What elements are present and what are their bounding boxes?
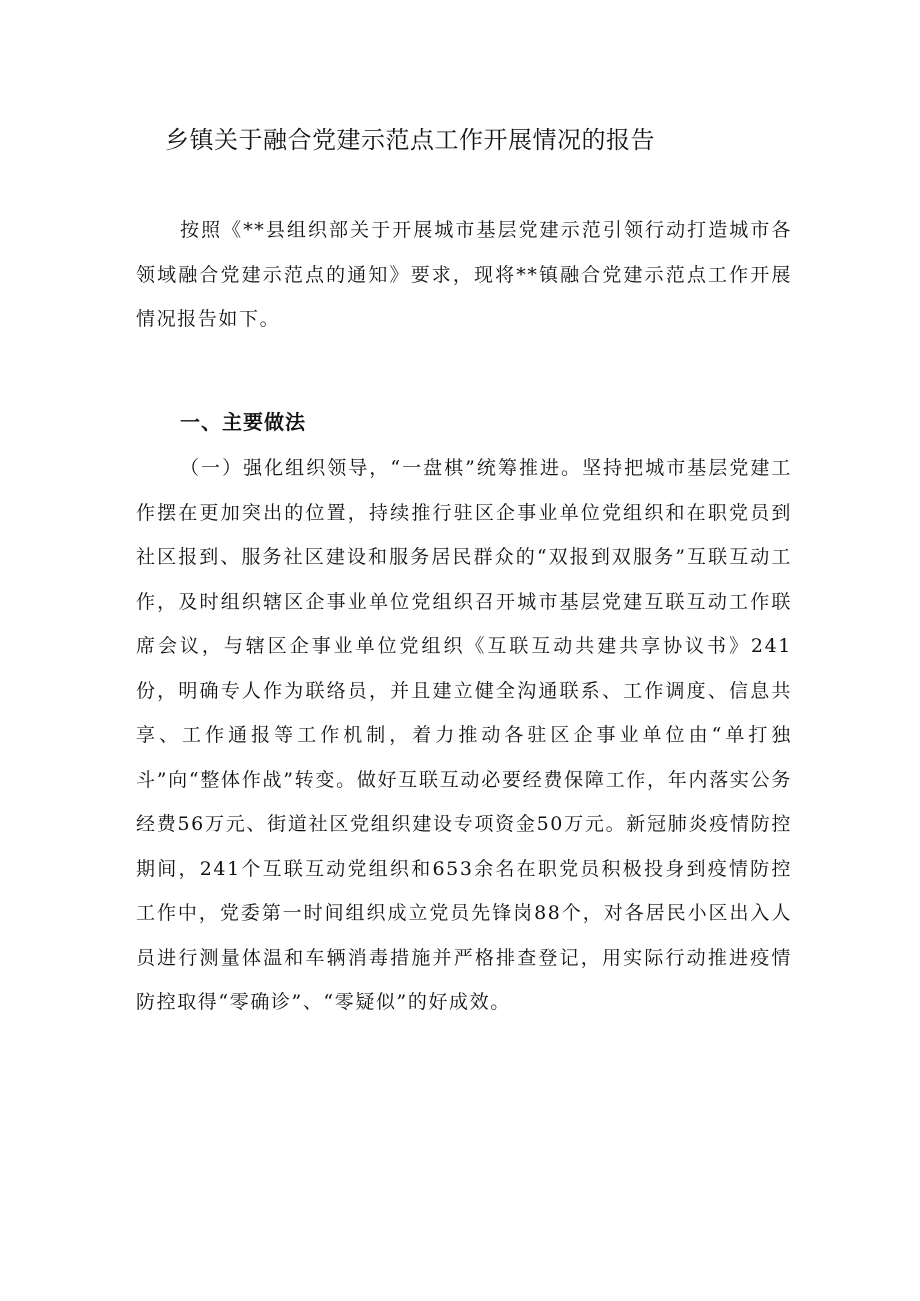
- intro-paragraph: 按照《**县组织部关于开展城市基层党建示范引领行动打造城市各领域融合党建示范点的通知》要求，现将**镇融合党建示范点工作开展情况报告如下。: [136, 219, 792, 330]
- section-heading: 一、主要做法: [180, 410, 306, 434]
- body-paragraph: （一）强化组织领导，“一盘棋”统筹推进。坚持把城市基层党建工作摆在更加突出的位置，持续推行驻区企事业单位党组织和在职党员到社区报到、服务社区建设和服务居民群众的“双报到双服务”互联互动工作，及时组织辖区企事业单位党组织召开城市基层党建互联互动工作联席会议，与辖区企事业单位党组织《互联互动共建共享协议书》241份，明确专人作为联络员，并且建立健全沟通联系、工作调度、信息共享、工作通报等工作机制，着力推动各驻区企事业单位由“单打独斗”向“整体作战”转变。做好互联互动必要经费保障工作，年内落实公务经费56万元、街道社区党组织建设专项资金50万元。新冠肺炎疫情防控期间，241个互联互动党组织和653余名在职党员积极投身到疫情防控工作中，党委第一时间组织成立党员先锋岗88个，对各居民小区出入人员进行测量体温和车辆消毒措施并严格排查登记，用实际行动推进疫情防控取得“零确诊”、“零疑似”的好成效。: [136, 457, 792, 1013]
- document-title: 乡镇关于融合党建示范点工作开展情况的报告: [165, 126, 655, 154]
